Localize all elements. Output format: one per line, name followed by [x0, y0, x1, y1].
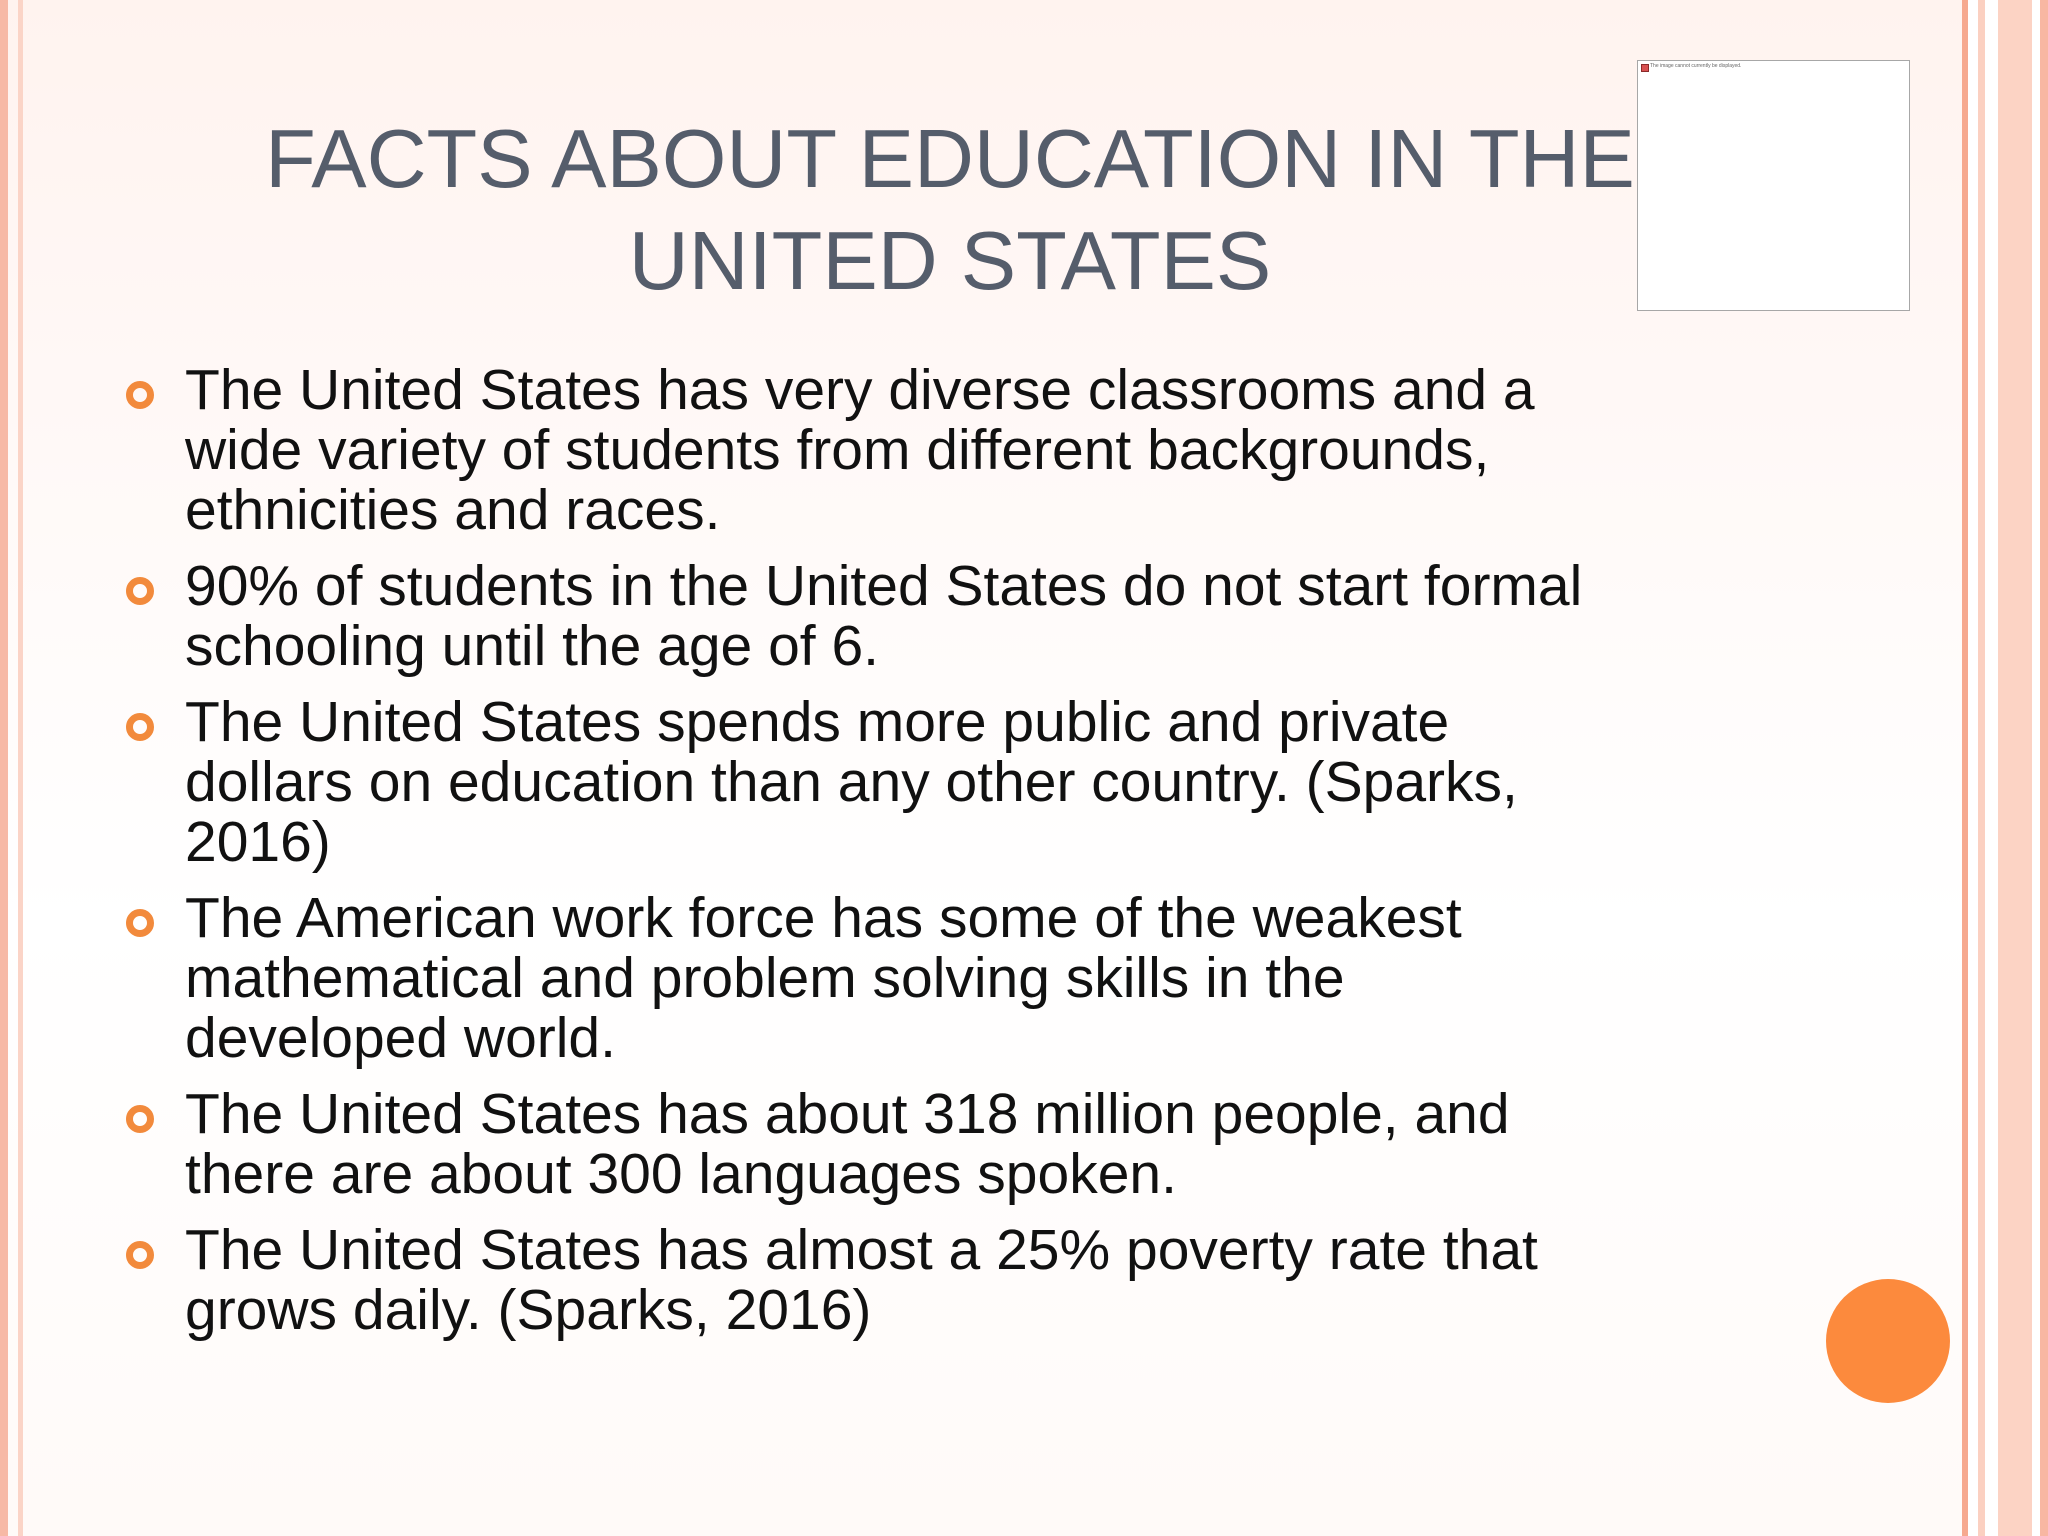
bullet-line: schooling until the age of 6. [185, 614, 879, 678]
bullet-line: dollars on education than any other country. (Sparks, [185, 750, 1518, 814]
title-line-2: UNITED STATES [628, 214, 1272, 307]
bullet-line: developed world. [185, 1006, 616, 1070]
orange-dot-decoration [1826, 1279, 1950, 1403]
bullet-line: mathematical and problem solving skills in the [185, 946, 1345, 1010]
bullet-item [120, 360, 1740, 540]
right-border-stripe [1962, 0, 1968, 1536]
image-placeholder[interactable] [1637, 60, 1910, 311]
bullet-item [120, 1220, 1740, 1340]
slide-title [180, 108, 1720, 312]
bullet-line: 90% of students in the United States do not start formal [185, 554, 1583, 618]
bullet-line: The American work force has some of the weakest [185, 886, 1462, 950]
left-border-stripe [0, 0, 8, 1536]
hollow-circle-bullet-icon [126, 381, 154, 409]
title-line-1: FACTS ABOUT EDUCATION IN THE [265, 112, 1635, 205]
bullet-item [120, 888, 1740, 1068]
bullet-line: ethnicities and races. [185, 478, 721, 542]
right-border-stripe [2040, 0, 2048, 1536]
right-border-stripe [1998, 0, 2032, 1536]
hollow-circle-bullet-icon [126, 1241, 154, 1269]
bullet-item [120, 692, 1740, 872]
broken-image-icon [1641, 64, 1649, 72]
hollow-circle-bullet-icon [126, 577, 154, 605]
bullet-line: The United States has almost a 25% poverty rate that [185, 1218, 1538, 1282]
hollow-circle-bullet-icon [126, 1105, 154, 1133]
bullet-item [120, 556, 1740, 676]
hollow-circle-bullet-icon [126, 713, 154, 741]
bullet-line: The United States spends more public and private [185, 690, 1450, 754]
bullet-line: 2016) [185, 810, 331, 874]
bullet-item [120, 1084, 1740, 1204]
bullet-line: grows daily. (Sparks, 2016) [185, 1278, 872, 1342]
right-border-stripe [1978, 0, 1985, 1536]
bullet-line: there are about 300 languages spoken. [185, 1142, 1177, 1206]
bullet-line: wide variety of students from different backgrounds, [185, 418, 1490, 482]
bullet-line: The United States has very diverse classrooms and a [185, 358, 1535, 422]
bullet-list [120, 360, 1740, 1356]
bullet-line: The United States has about 318 million people, and [185, 1082, 1510, 1146]
image-placeholder-text: The image cannot currently be displayed. [1650, 63, 1742, 69]
hollow-circle-bullet-icon [126, 909, 154, 937]
left-border-stripe-inner [18, 0, 23, 1536]
